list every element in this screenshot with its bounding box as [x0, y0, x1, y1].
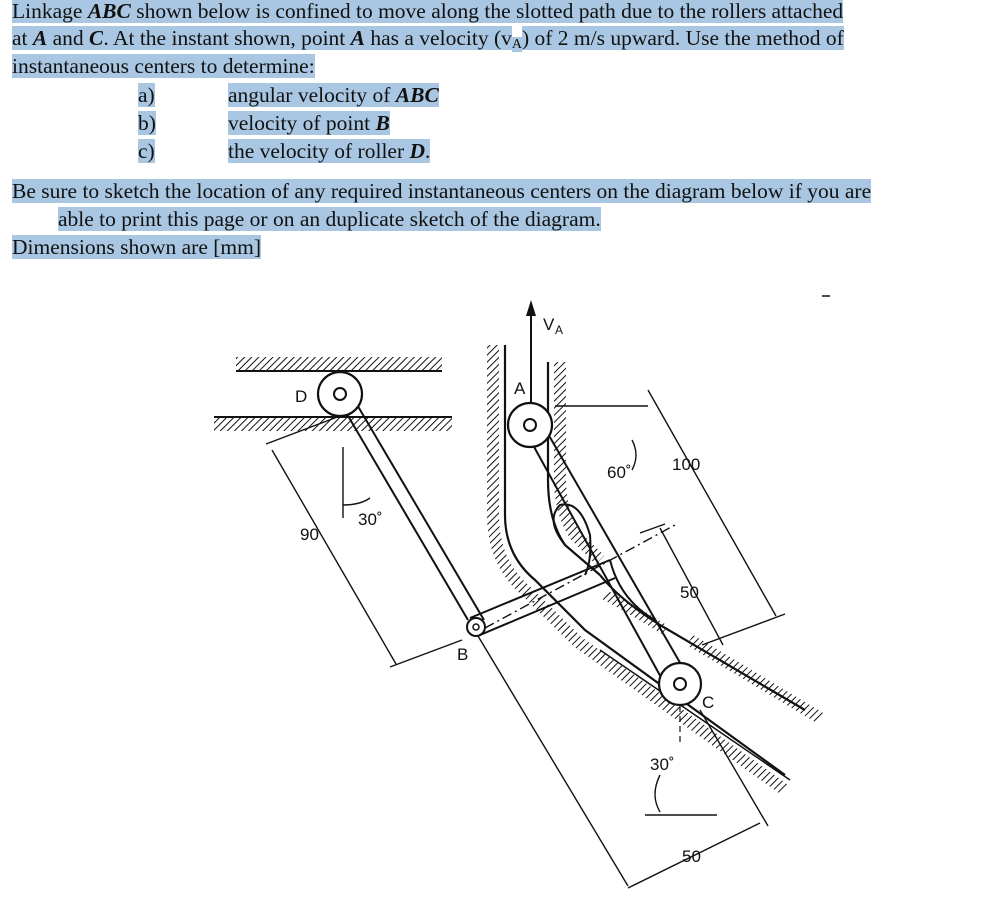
label-50-bottom: 50 — [682, 847, 701, 866]
item-c-body — [228, 137, 430, 165]
line2-part3: . At the instant shown, point — [103, 26, 351, 50]
item-b-text: velocity of point — [228, 111, 376, 135]
label-c: C — [702, 693, 715, 712]
note-line-1 — [12, 177, 871, 205]
label-60: 60˚ — [607, 463, 632, 482]
line1-part2: shown below is confined to move along the slotted path due to the rollers attached — [130, 0, 844, 23]
item-b-body — [228, 109, 390, 137]
dim-50-bottom — [628, 710, 768, 888]
label-30-bottom: 30˚ — [650, 755, 675, 774]
problem-line-1 — [12, 0, 843, 25]
line2-part5: ) of 2 m/s upward. Use the method of — [521, 26, 844, 50]
label-100: 100 — [672, 455, 701, 474]
item-a-text: angular velocity of — [228, 83, 396, 107]
point-c-label: C — [89, 26, 104, 50]
item-b-marker: b) — [138, 111, 156, 135]
roller-c — [659, 663, 701, 705]
label-a: A — [514, 379, 526, 398]
line2-part1: at — [12, 26, 33, 50]
roller-a — [508, 403, 552, 447]
label-b: B — [457, 645, 469, 664]
note1-text: Be sure to sketch the location of any required instantaneous centers on the diagram below if you are — [12, 179, 872, 203]
dimensions-note — [12, 233, 261, 261]
pin-b — [467, 618, 485, 636]
line2-part4: has a velocity (v — [364, 26, 512, 50]
line1-part1: Linkage — [12, 0, 88, 23]
label-30-left: 30˚ — [358, 510, 383, 529]
label-90: 90 — [300, 525, 319, 544]
item-c-text: the velocity of roller — [228, 139, 410, 163]
item-a-body — [228, 81, 439, 109]
label-50-right: 50 — [680, 583, 699, 602]
point-a-label-2: A — [350, 26, 365, 50]
dim-100 — [555, 390, 785, 645]
roller-d — [318, 372, 362, 416]
item-a — [138, 81, 155, 109]
velocity-subscript: A — [511, 37, 522, 52]
item-b-bold: B — [375, 111, 390, 135]
line2-part2: and — [47, 26, 90, 50]
angle-30-left — [343, 447, 383, 529]
note-line-2 — [58, 205, 601, 233]
item-a-bold: ABC — [395, 83, 439, 107]
problem-line-3 — [12, 52, 315, 80]
item-a-marker: a) — [138, 83, 155, 107]
line3-text: instantaneous centers to determine: — [12, 54, 315, 78]
point-a-label: A — [32, 26, 48, 50]
leader-b — [478, 636, 628, 886]
item-c-bold: D — [409, 139, 426, 163]
label-va: V — [543, 315, 555, 334]
item-c-tail: . — [425, 139, 431, 163]
item-b — [138, 109, 156, 137]
angle-60 — [607, 440, 636, 482]
dim-90 — [266, 416, 462, 667]
dims-text: Dimensions shown are [mm] — [12, 235, 262, 259]
label-d: D — [295, 387, 308, 406]
note2-text: able to print this page or on an duplicate sketch of the diagram. — [58, 207, 601, 231]
item-c-marker: c) — [138, 139, 155, 163]
linkage-diagram — [0, 270, 991, 897]
label-va-sub: A — [555, 323, 564, 337]
item-c — [138, 137, 155, 165]
linkage-abc: ABC — [87, 0, 131, 23]
